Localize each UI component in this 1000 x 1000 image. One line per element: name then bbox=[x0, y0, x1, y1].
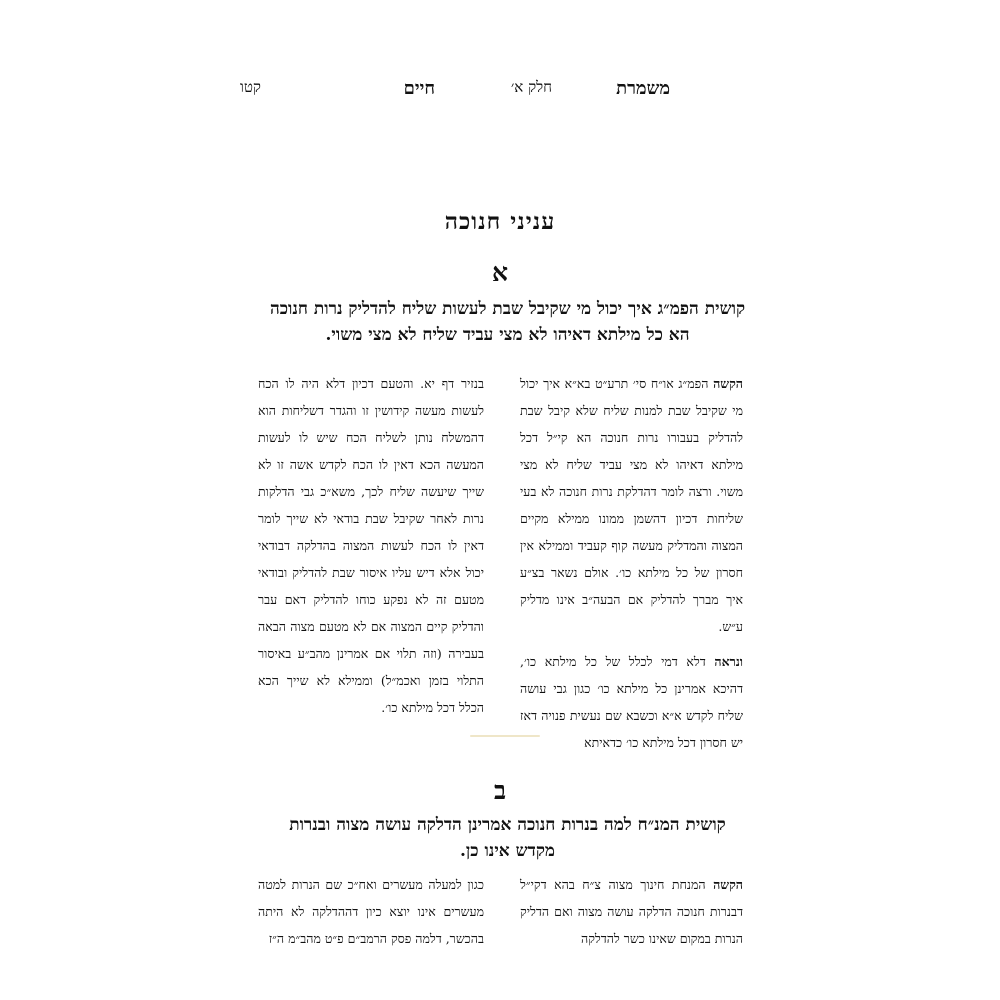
question-line: קושית הפמ״ג איך יכול מי שקיבל שבת לעשות שליח להדליק נרות חנוכה bbox=[269, 299, 746, 319]
header-book-name: משמרת bbox=[616, 78, 670, 99]
paragraph-text: בנזיר דף יא. והטעם דכיון דלא היה לו הכח לעשות מעשה קידושין זו והגדר דשליחות הוא דהמשלח נותן לשליח הכח שיש לו לעשות המעשה הכא דאין לו הכח לקדש אשה זו לא שייך שיעשה שליח לכך, משא״כ גבי הדלקות נרות לאחר שקיבל שבת בודאי לא שייך לומר דאין לו הכח לעשות המצוה בהדלקה דבודאי יכול אלא דיש עליו איסור שבת להדליק ובודאי מטעם זה לא נפקע כוחו להדליק דאם עבר והדליק קיים המצוה אם לא מטעם מצוה הבאה בעבירה (וזה תלוי אם אמרינן מהב״ע באיסור התלוי בזמן ואכמ״ל) וממילא לא שייך הכא הכלל דכל מילתא כו׳. bbox=[258, 376, 484, 715]
header-title: חיים bbox=[403, 78, 435, 99]
running-header bbox=[240, 78, 670, 102]
section-b-question bbox=[255, 812, 760, 864]
paragraph-text: כגון למעלה מעשרים ואח״כ שם הנרות למטה מעשרים אינו יוצא כיון דההדלקה לא היתה בהכשר, דלמה פסק הרמב״ם פ״ט מהב״מ ה״ז bbox=[258, 877, 484, 946]
question-line: מקדש אינו כן. bbox=[459, 841, 556, 861]
section-a-right-column bbox=[520, 370, 743, 756]
section-letter-b: ב bbox=[493, 776, 507, 805]
paragraph-text: דלא דמי לכלל של כל מילתא כו׳, דהיכא אמרינן כל מילתא כו׳ כגון גבי עושה שליח לקדש א״א וכשבא שם נעשית פנויה דאז יש חסרון דכל מילתא כו׳ כדאיתא bbox=[520, 654, 743, 750]
paragraph-lead-word: הקשה bbox=[713, 376, 743, 391]
paragraph bbox=[520, 871, 743, 952]
paragraph bbox=[520, 648, 743, 756]
section-letter-a: א bbox=[491, 258, 509, 287]
question-line: קושית המנ״ח למה בנרות חנוכה אמרינן הדלקה עושה מצוה ובנרות bbox=[289, 815, 726, 835]
question-line: הא כל מילתא דאיהו לא מצי עביד שליח לא מצי משוי. bbox=[325, 325, 690, 345]
paragraph-lead-word: ונראה bbox=[714, 654, 743, 669]
section-b-left-column bbox=[258, 871, 484, 952]
paragraph-text: המנחת חינוך מצוה צ״ח בהא דקי״ל דבנרות חנוכה הדלקה עושה מצוה ואם הדליק הנרות במקום שאינו כשר להדלקה bbox=[520, 877, 743, 946]
paragraph-text: הפמ״ג או״ח סי׳ תרע״ט בא״א איך יכול מי שקיבל שבת למנות שליח שלא קיבל שבת להדליק בעבורו נרות חנוכה הא קי״ל דכל מילתא דאיהו לא מצי עביד שליח לא מצי משוי. ורצה לומר דהדלקת נרות חנוכה לא בעי שליחות דכיון דהשמן ממונו ממילא מקיים המצוה והמדליק מעשה קוף קעביד וממילא אין חסרון של כל מילתא כו׳. אולם נשאר בצ״ע איך מברך להדליק אם הבעה״ב אינו מדליק ע״ש. bbox=[520, 376, 743, 634]
section-a-question bbox=[255, 296, 760, 348]
page-number: קטו bbox=[240, 78, 261, 96]
section-b-right-column bbox=[520, 871, 743, 952]
section-divider bbox=[470, 735, 540, 737]
paragraph bbox=[520, 370, 743, 640]
topic-title: עניני חנוכה bbox=[444, 208, 556, 235]
header-part: חלק א׳ bbox=[510, 78, 552, 96]
section-a-left-column bbox=[258, 370, 484, 721]
paragraph-lead-word: הקשה bbox=[713, 877, 743, 892]
